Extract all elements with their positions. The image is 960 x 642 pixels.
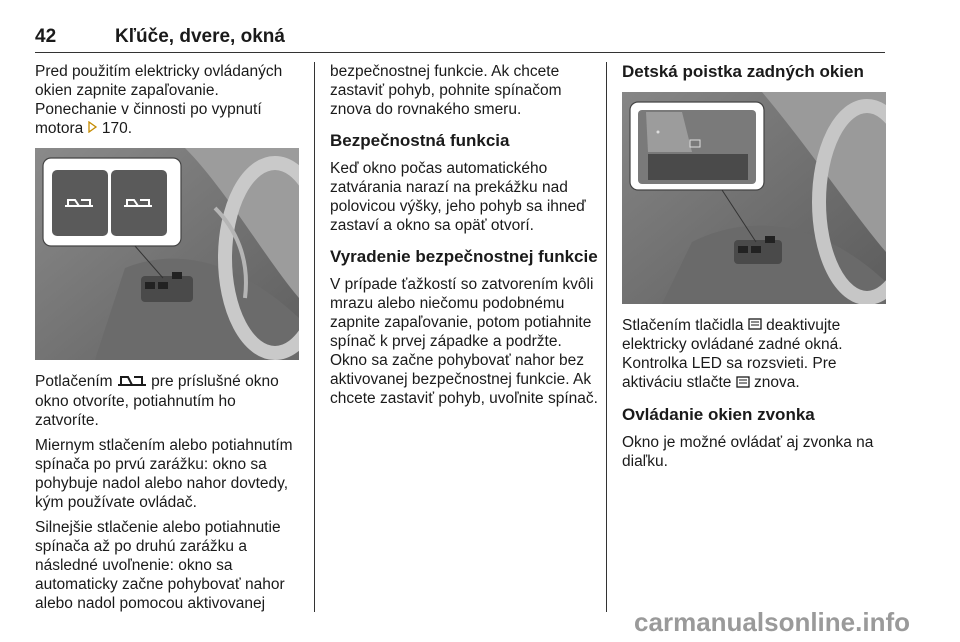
section-heading: Ovládanie okien zvonka xyxy=(622,404,815,424)
page-reference[interactable]: 170. xyxy=(101,120,133,137)
paragraph xyxy=(622,316,890,393)
column-3 xyxy=(622,62,890,477)
section-heading: Vyradenie bezpečnostnej funkcie xyxy=(330,247,598,266)
paragraph-text: Ponechanie v činnosti po vypnutí motora xyxy=(35,101,262,137)
column-1 xyxy=(35,62,300,619)
column-divider xyxy=(314,62,315,612)
paragraph xyxy=(35,372,300,429)
page-number: 42 xyxy=(35,26,57,47)
column-divider xyxy=(606,62,607,612)
paragraph: V prípade ťažkostí so zatvorením kvôli mrazu alebo niečomu podobnému zapnite zapaľovanie, potom potiahnite spínač k prvej západke a podržte. Okno sa začne pohybovať nahor bez aktivovanej bezpečnostnej funkcie. Ak chcete zastaviť pohyb, uvoľnite spínač. xyxy=(330,276,598,407)
paragraph: Okno je možné ovládať aj zvonka na diaľku. xyxy=(622,433,874,470)
paragraph: bezpečnostnej funkcie. Ak chcete zastaviť pohyb, pohnite spínačom znova do rovnakého smeru. xyxy=(330,63,562,118)
window-switch-figure xyxy=(35,148,299,360)
section-heading: Bezpečnostná funkcia xyxy=(330,131,510,150)
paragraph: Keď okno počas automatického zatvárania narazí na prekážku nad polovicou výšky, jeho pohyb sa ihneď zastaví a okno sa opäť otvorí. xyxy=(330,160,586,234)
paragraph-text: znova. xyxy=(754,374,800,392)
child-lock-icon xyxy=(748,316,762,335)
paragraph-text: deaktivujte elektricky ovládané zadné okná. Kontrolka LED sa rozsvieti. Pre aktiváciu stlačte xyxy=(622,317,843,392)
column-2 xyxy=(330,62,598,414)
paragraph-text: Pred použitím elektricky ovládaných okien zapnite zapaľovanie. xyxy=(35,63,283,99)
child-lock-figure xyxy=(622,92,886,304)
page-reference-arrow-icon xyxy=(88,119,98,138)
paragraph xyxy=(35,62,300,138)
watermark: carmanualsonline.info xyxy=(634,607,910,637)
paragraph: Miernym stlačením alebo potiahnutím spínača po prvú zarážku: okno sa pohybuje nadol alebo nahor dovtedy, kým používate ovládač. xyxy=(35,436,293,511)
child-lock-icon xyxy=(736,374,750,393)
paragraph-text: pre príslušné okno okno otvoríte, potiahnutím ho zatvoríte. xyxy=(35,373,279,429)
section-heading: Detská poistka zadných okien xyxy=(622,62,864,81)
chapter-title: Kľúče, dvere, okná xyxy=(115,26,285,47)
paragraph-text: Stlačením tlačidla xyxy=(622,317,744,334)
paragraph-text: Potlačením xyxy=(35,373,113,391)
window-switch-icon xyxy=(117,373,147,392)
page-header xyxy=(35,22,885,53)
paragraph: Silnejšie stlačenie alebo potiahnutie spínača až po druhú zarážku a následné uvoľnenie: okno sa automaticky začne pohybovať nahor alebo nadol pomocou aktivovanej xyxy=(35,518,285,612)
